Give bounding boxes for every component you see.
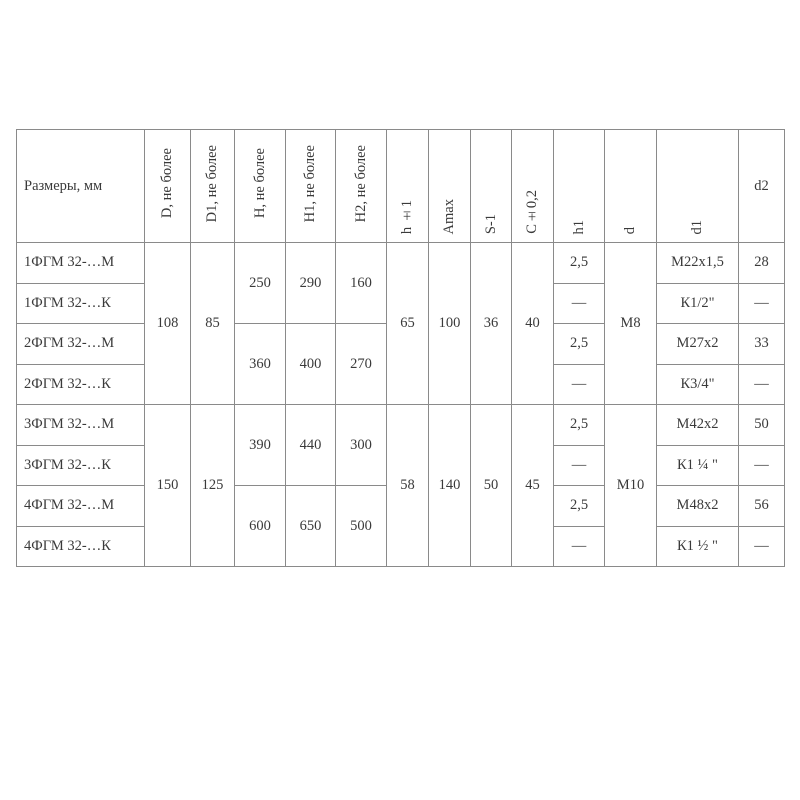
cell-Amax: 140 xyxy=(429,405,471,567)
header-h1 xyxy=(554,130,605,243)
header-d2: d2 xyxy=(739,130,785,243)
header-d xyxy=(605,130,657,243)
header-row xyxy=(17,130,785,243)
cell-C: 40 xyxy=(512,243,554,405)
cell-d2: — xyxy=(739,283,785,324)
cell-d1: К1/2" xyxy=(657,283,739,324)
dimensions-table xyxy=(16,129,785,567)
header-D1-label: D1, не более xyxy=(204,144,220,223)
row-name: 1ФГМ 32-…К xyxy=(17,283,145,324)
header-H1-label: H1, не более xyxy=(302,144,318,223)
cell-d1: К3/4" xyxy=(657,364,739,405)
cell-D1: 125 xyxy=(191,405,235,567)
row-name: 4ФГМ 32-…К xyxy=(17,526,145,567)
cell-d2: 56 xyxy=(739,486,785,527)
cell-h1: 2,5 xyxy=(554,243,605,284)
cell-h: 65 xyxy=(387,243,429,405)
header-d-label: d xyxy=(622,226,638,234)
cell-d2: 28 xyxy=(739,243,785,284)
header-size: Размеры, мм xyxy=(17,130,145,243)
header-D-label: D, не более xyxy=(159,148,175,219)
header-S xyxy=(471,130,512,243)
header-H xyxy=(235,130,286,243)
header-Amax-label: Amax xyxy=(441,198,457,234)
header-H2 xyxy=(336,130,387,243)
header-C xyxy=(512,130,554,243)
cell-Amax: 100 xyxy=(429,243,471,405)
cell-d1: М27х2 xyxy=(657,324,739,365)
header-H2-label: H2, не более xyxy=(352,144,369,223)
cell-D: 108 xyxy=(145,243,191,405)
cell-h1: 2,5 xyxy=(554,405,605,446)
table-row xyxy=(17,405,785,446)
cell-D1: 85 xyxy=(191,243,235,405)
row-name: 2ФГМ 32-…К xyxy=(17,364,145,405)
cell-S: 36 xyxy=(471,243,512,405)
row-name: 3ФГМ 32-…М xyxy=(17,405,145,446)
cell-d1: М42х2 xyxy=(657,405,739,446)
header-S-label: S-1 xyxy=(482,213,499,234)
cell-H1: 290 xyxy=(286,243,336,324)
header-D1 xyxy=(191,130,235,243)
cell-H2: 500 xyxy=(336,486,387,567)
cell-d2: — xyxy=(739,364,785,405)
cell-C: 45 xyxy=(512,405,554,567)
cell-H2: 160 xyxy=(336,243,387,324)
cell-H: 390 xyxy=(235,405,286,486)
row-name: 2ФГМ 32-…М xyxy=(17,324,145,365)
header-h-label: h ±1 xyxy=(399,199,415,234)
cell-d2: — xyxy=(739,526,785,567)
cell-H2: 270 xyxy=(336,324,387,405)
cell-d2: 33 xyxy=(739,324,785,365)
cell-d: М10 xyxy=(605,405,657,567)
cell-D: 150 xyxy=(145,405,191,567)
cell-H: 600 xyxy=(235,486,286,567)
cell-d1: К1 ½ " xyxy=(657,526,739,567)
row-name: 4ФГМ 32-…М xyxy=(17,486,145,527)
cell-h1: — xyxy=(554,445,605,486)
cell-d2: — xyxy=(739,445,785,486)
header-h1-label: h1 xyxy=(570,219,587,234)
cell-H1: 400 xyxy=(286,324,336,405)
cell-d: М8 xyxy=(605,243,657,405)
header-h xyxy=(387,130,429,243)
cell-h1: — xyxy=(554,364,605,405)
cell-h1: — xyxy=(554,283,605,324)
cell-H1: 650 xyxy=(286,486,336,567)
cell-h1: 2,5 xyxy=(554,486,605,527)
header-C-label: C±0,2 xyxy=(524,190,540,234)
header-D xyxy=(145,130,191,243)
cell-H: 250 xyxy=(235,243,286,324)
cell-d1: К1 ¼ " xyxy=(657,445,739,486)
row-name: 3ФГМ 32-…К xyxy=(17,445,145,486)
cell-H1: 440 xyxy=(286,405,336,486)
row-name: 1ФГМ 32-…М xyxy=(17,243,145,284)
cell-H2: 300 xyxy=(336,405,387,486)
cell-H: 360 xyxy=(235,324,286,405)
header-d1 xyxy=(657,130,739,243)
header-d1-label: d1 xyxy=(689,219,705,234)
table-row xyxy=(17,243,785,284)
cell-d1: М48х2 xyxy=(657,486,739,527)
cell-h1: — xyxy=(554,526,605,567)
cell-h1: 2,5 xyxy=(554,324,605,365)
header-Amax xyxy=(429,130,471,243)
header-H1 xyxy=(286,130,336,243)
cell-h: 58 xyxy=(387,405,429,567)
cell-d1: М22х1,5 xyxy=(657,243,739,284)
cell-d2: 50 xyxy=(739,405,785,446)
cell-S: 50 xyxy=(471,405,512,567)
header-H-label: H, не более xyxy=(251,148,268,219)
